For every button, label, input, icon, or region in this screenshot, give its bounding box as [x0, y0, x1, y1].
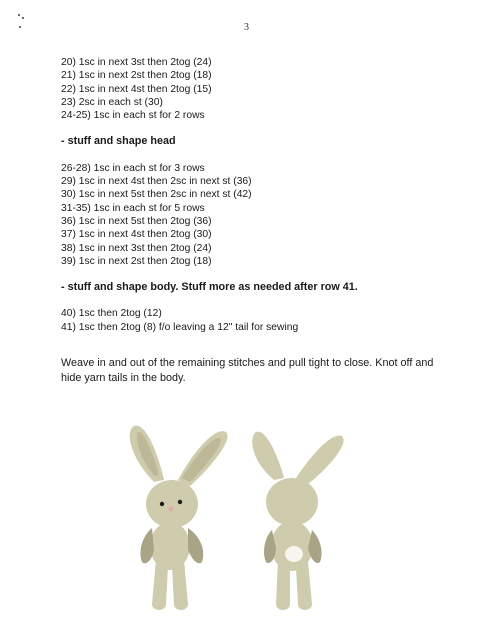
pattern-row: 20) 1sc in next 3st then 2tog (24) [61, 57, 212, 68]
scan-marks [18, 14, 24, 30]
page-number: 3 [244, 22, 249, 33]
pattern-row: 40) 1sc then 2tog (12) [61, 308, 162, 320]
pattern-row: 30) 1sc in next 5st then 2sc in next st (42) [61, 189, 252, 201]
rows-group-3 [61, 307, 461, 334]
pattern-instructions [61, 56, 461, 334]
finishing-instructions: Weave in and out of the remaining stitches and pull tight to close. Knot off and hide yarn tails in the body. [61, 357, 434, 384]
pattern-row: 29) 1sc in next 4st then 2sc in next st (36) [61, 176, 252, 188]
pattern-row: 36) 1sc in next 5st then 2tog (36) [61, 215, 212, 227]
rows-group-1 [61, 56, 461, 122]
pattern-row: 21) 1sc in next 2st then 2tog (18) [61, 70, 212, 82]
bunny-front [130, 426, 228, 610]
step-heading-body: - stuff and shape body. Stuff more as needed after row 41. [61, 281, 358, 294]
pattern-row: 39) 1sc in next 2st then 2tog (18) [61, 255, 212, 267]
pattern-row: 31-35) 1sc in each st for 5 rows [61, 202, 205, 214]
step-heading-head: - stuff and shape head [61, 135, 176, 148]
pattern-row: 24-25) 1sc in each st for 2 rows [61, 110, 205, 122]
bunny-photo [112, 420, 368, 620]
pattern-row: 37) 1sc in next 4st then 2tog (30) [61, 229, 212, 241]
pattern-row: 26-28) 1sc in each st for 3 rows [61, 162, 205, 174]
pattern-row: 41) 1sc then 2tog (8) f/o leaving a 12" tail for sewing [61, 321, 299, 333]
pattern-row: 23) 2sc in each st (30) [61, 96, 163, 108]
pattern-row: 38) 1sc in next 3st then 2tog (24) [61, 242, 212, 254]
pattern-row: 22) 1sc in next 4st then 2tog (15) [61, 83, 212, 95]
bunny-back [252, 432, 343, 610]
rows-group-2 [61, 162, 461, 268]
